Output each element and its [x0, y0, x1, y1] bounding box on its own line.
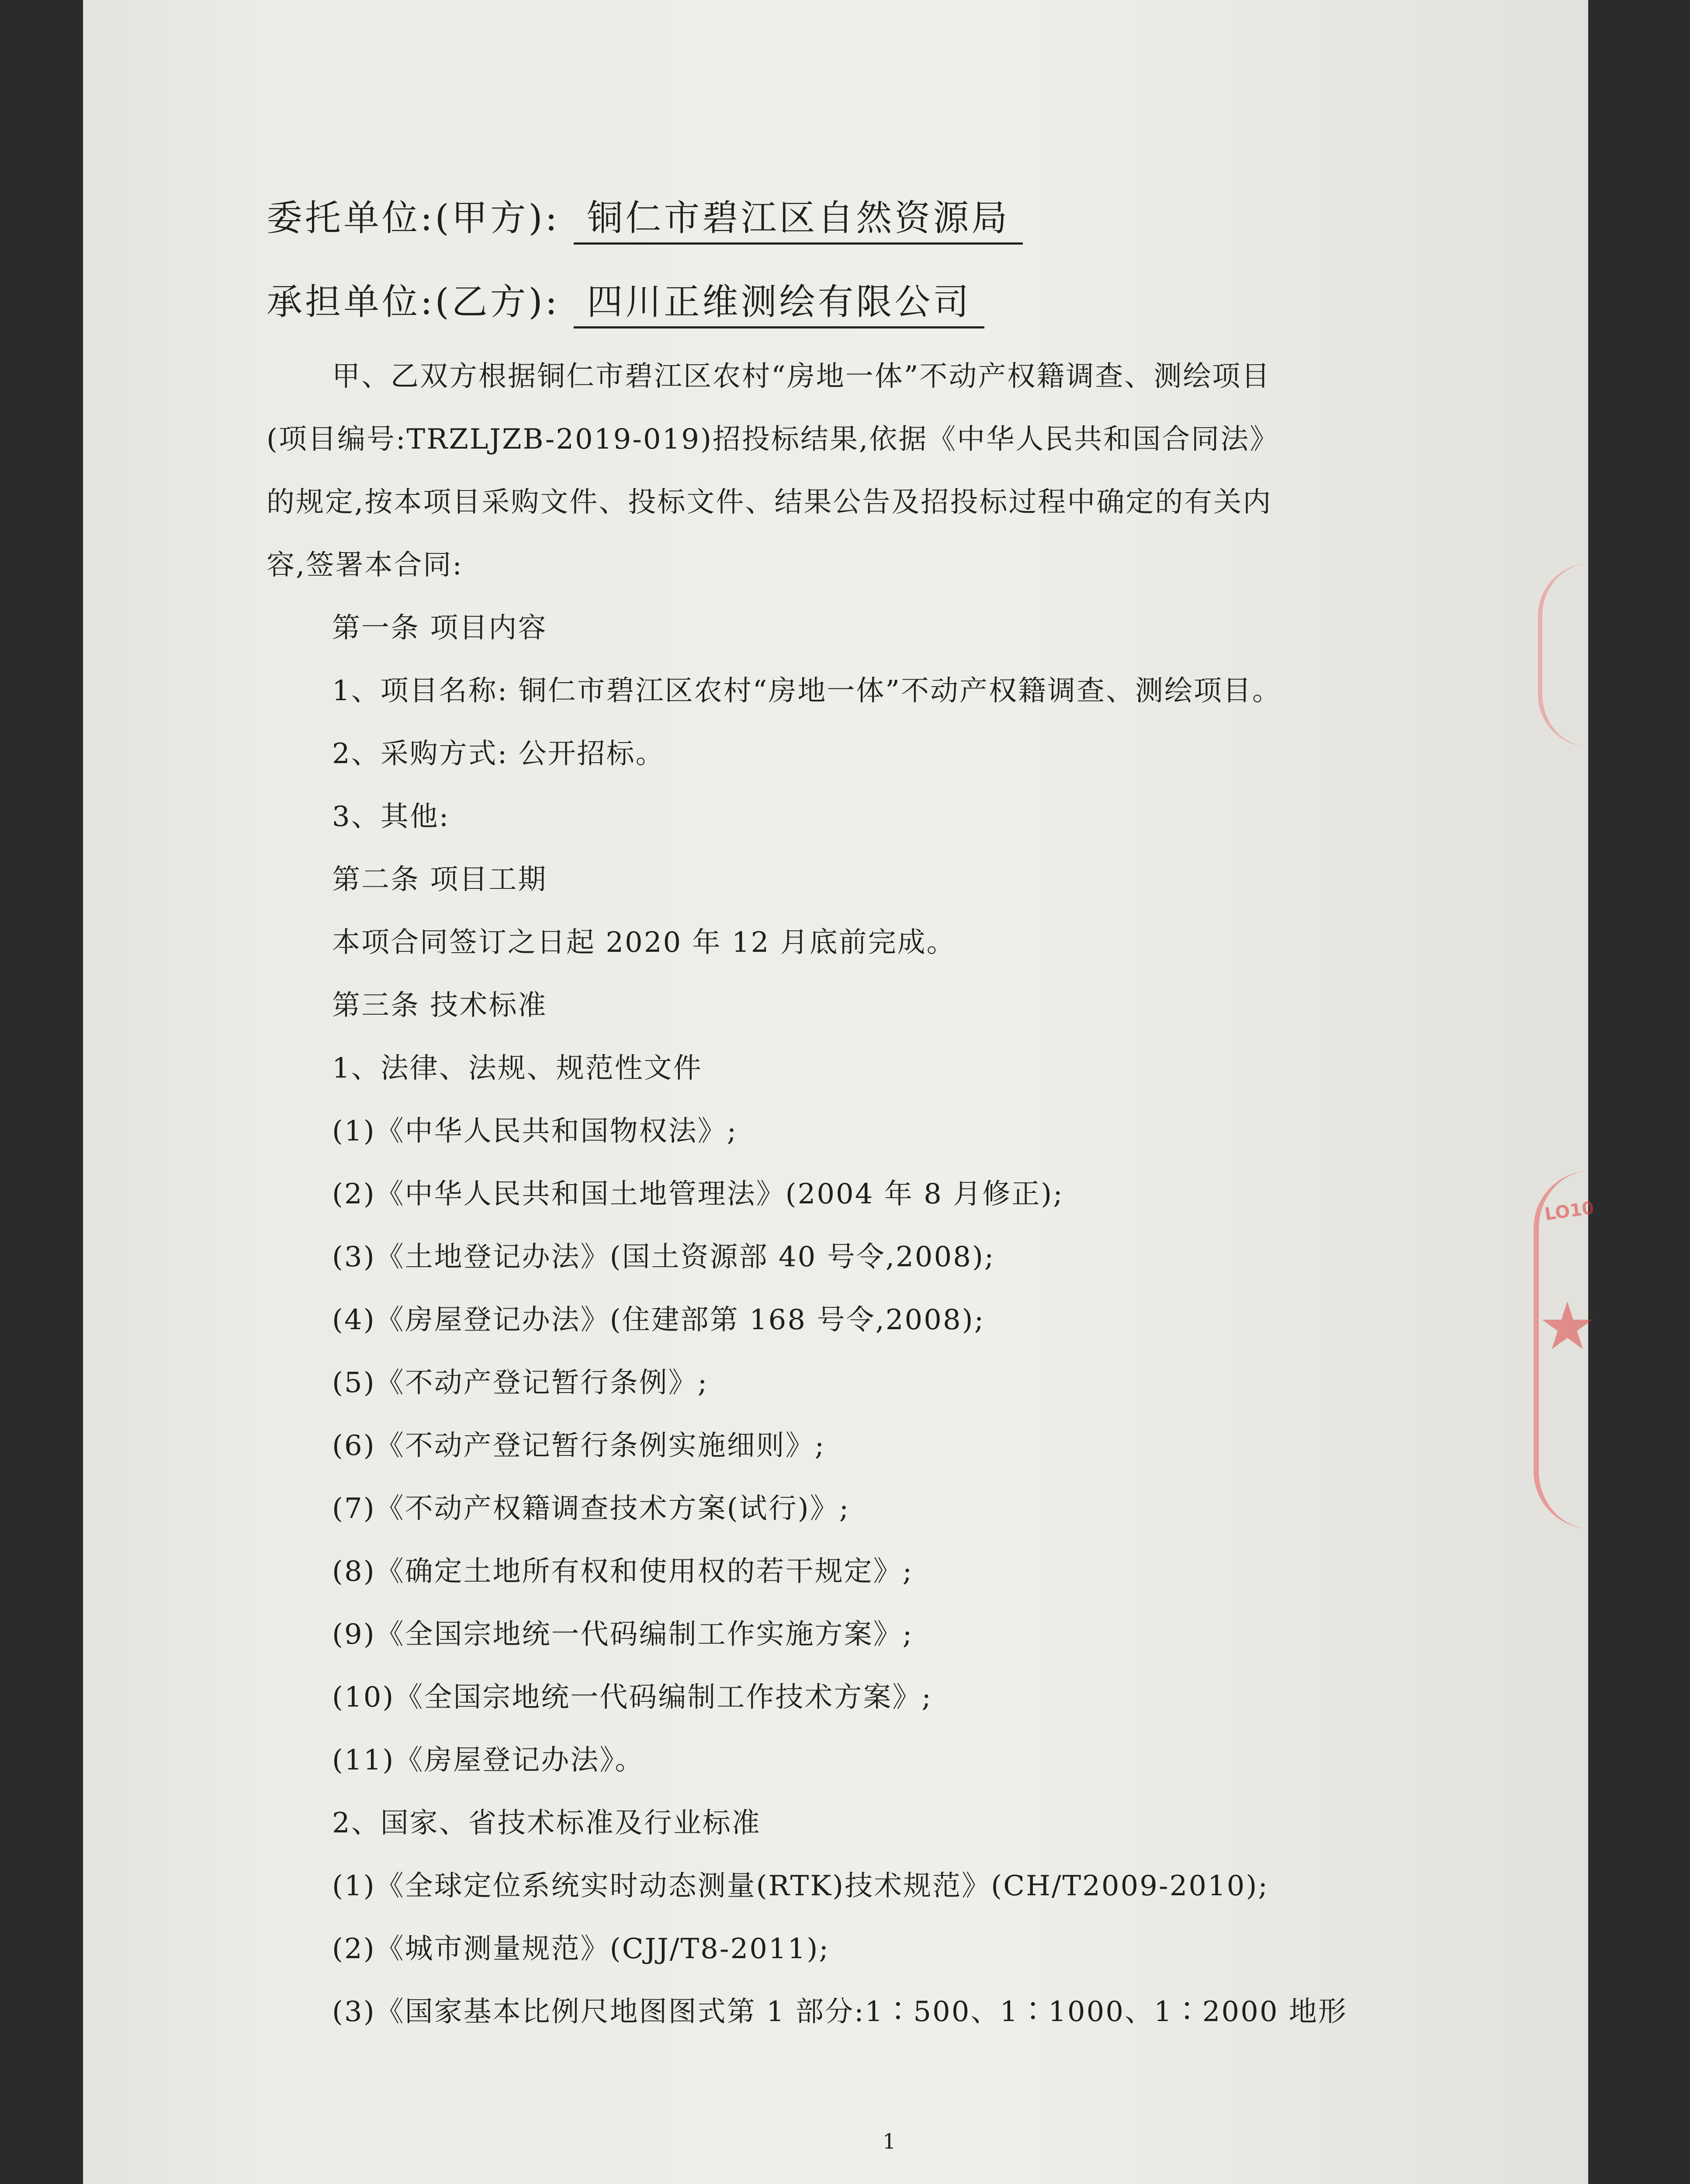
- seal-fragment-top: [1538, 563, 1590, 747]
- list-item: (1)《全球定位系统实时动态测量(RTK)技术规范》(CH/T2009-2010);: [332, 1870, 1269, 1902]
- client-line: [267, 194, 1023, 245]
- intro-line: (项目编号:TRZLJZB-2019-019)招投标结果,依据《中华人民共和国合同法》: [267, 423, 1279, 456]
- section-title: 2、国家、省技术标准及行业标准: [332, 1807, 761, 1839]
- document-page: [83, 0, 1597, 2184]
- list-item: 2、采购方式: 公开招标。: [332, 738, 665, 770]
- list-item: 1、项目名称: 铜仁市碧江区农村“房地一体”不动产权籍调查、测绘项目。: [332, 675, 1282, 707]
- client-label: 委托单位:(甲方):: [267, 197, 560, 239]
- list-item: (1)《中华人民共和国物权法》;: [332, 1115, 738, 1147]
- list-item: (11)《房屋登记办法》。: [332, 1744, 644, 1776]
- contractor-label: 承担单位:(乙方):: [267, 281, 560, 323]
- list-item: (5)《不动产登记暂行条例》;: [332, 1367, 709, 1399]
- article-title: 第三条 技术标准: [332, 989, 547, 1022]
- list-item: (3)《土地登记办法》(国土资源部 40 号令,2008);: [332, 1241, 995, 1273]
- section-title: 1、法律、法规、规范性文件: [332, 1052, 703, 1085]
- intro-line: 容,签署本合同:: [267, 549, 463, 581]
- intro-line: 甲、乙双方根据铜仁市碧江区农村“房地一体”不动产权籍调查、测绘项目: [332, 360, 1271, 393]
- contractor-line: [267, 278, 984, 328]
- contractor-value: 四川正维测绘有限公司: [574, 278, 984, 328]
- article-title: 第二条 项目工期: [332, 864, 547, 896]
- list-item: (8)《确定土地所有权和使用权的若干规定》;: [332, 1555, 914, 1588]
- client-value: 铜仁市碧江区自然资源局: [574, 194, 1023, 245]
- list-item: (2)《中华人民共和国土地管理法》(2004 年 8 月修正);: [332, 1178, 1064, 1210]
- list-item: (7)《不动产权籍调查技术方案(试行)》;: [332, 1493, 850, 1525]
- article-title: 第一条 项目内容: [332, 612, 547, 644]
- list-item: (2)《城市测量规范》(CJJ/T8-2011);: [332, 1933, 830, 1965]
- seal-text: LO10: [1543, 1198, 1596, 1225]
- list-item: (6)《不动产登记暂行条例实施细则》;: [332, 1430, 826, 1462]
- seal-star: ★: [1538, 1289, 1597, 1365]
- page-number: 1: [883, 2129, 896, 2154]
- article-body: 本项合同签订之日起 2020 年 12 月底前完成。: [332, 926, 956, 959]
- intro-line: 的规定,按本项目采购文件、投标文件、结果公告及招投标过程中确定的有关内: [267, 486, 1272, 518]
- list-item: 3、其他:: [332, 801, 450, 833]
- list-item: (3)《国家基本比例尺地图图式第 1 部分:1∶500、1∶1000、1∶2000 地形: [332, 1996, 1348, 2028]
- list-item: (4)《房屋登记办法》(住建部第 168 号令,2008);: [332, 1304, 985, 1336]
- list-item: (9)《全国宗地统一代码编制工作实施方案》;: [332, 1618, 914, 1651]
- list-item: (10)《全国宗地统一代码编制工作技术方案》;: [332, 1681, 932, 1714]
